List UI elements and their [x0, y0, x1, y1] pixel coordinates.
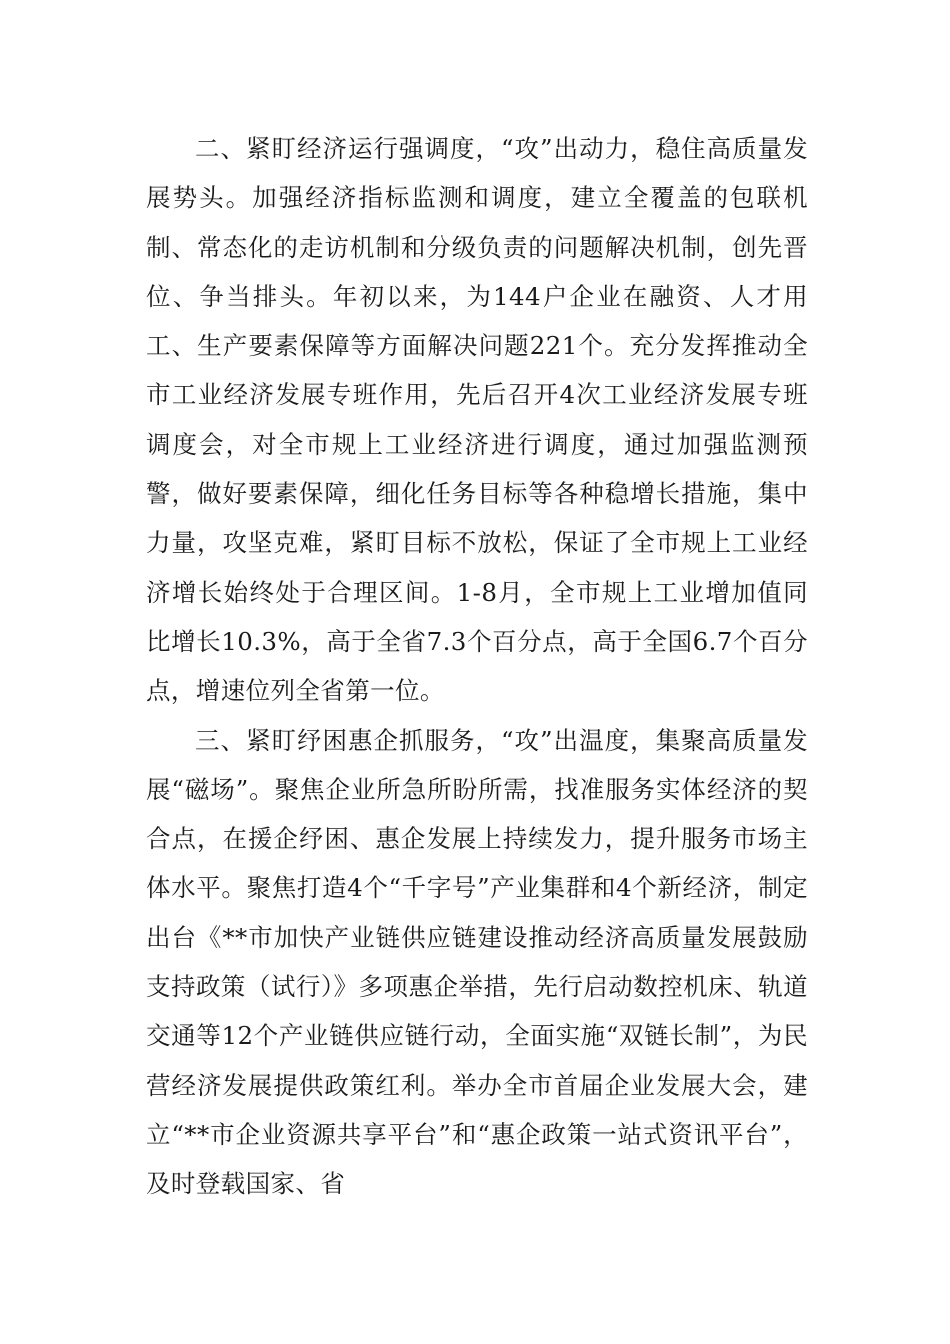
paragraph-economic-dispatch: 二、紧盯经济运行强调度，“攻”出动力，稳住高质量发展势头。加强经济指标监测和调度，建立全覆盖的包联机制、常态化的走访机制和分级负责的问题解决机制，创先晋位、争当排头。年初以来，为144户企业在融资、人才用工、生产要素保障等方面解决问题221个。充分发挥推动全市工业经济发展专班作用，先后召开4次工业经济发展专班调度会，对全市规上工业经济进行调度，通过加强监测预警，做好要素保障，细化任务目标等各种稳增长措施，集中力量，攻坚克难，紧盯目标不放松，保证了全市规上工业经济增长始终处于合理区间。1-8月，全市规上工业增加值同比增长10.3%，高于全省7.3个百分点，高于全国6.7个百分点，增速位列全省第一位。 — [146, 134, 808, 706]
document-body — [146, 124, 808, 1209]
paragraph-enterprise-services: 三、紧盯纾困惠企抓服务，“攻”出温度，集聚高质量发展“磁场”。聚焦企业所急所盼所需，找准服务实体经济的契合点，在援企纾困、惠企发展上持续发力，提升服务市场主体水平。聚焦打造4个“千字号”产业集群和4个新经济，制定出台《**市加快产业链供应链建设推动经济高质量发展鼓励支持政策（试行）》多项惠企举措，先行启动数控机床、轨道交通等12个产业链供应链行动，全面实施“双链长制”，为民营经济发展提供政策红利。举办全市首届企业发展大会，建立“**市企业资源共享平台”和“惠企政策一站式资讯平台”，及时登载国家、省 — [146, 725, 808, 1199]
